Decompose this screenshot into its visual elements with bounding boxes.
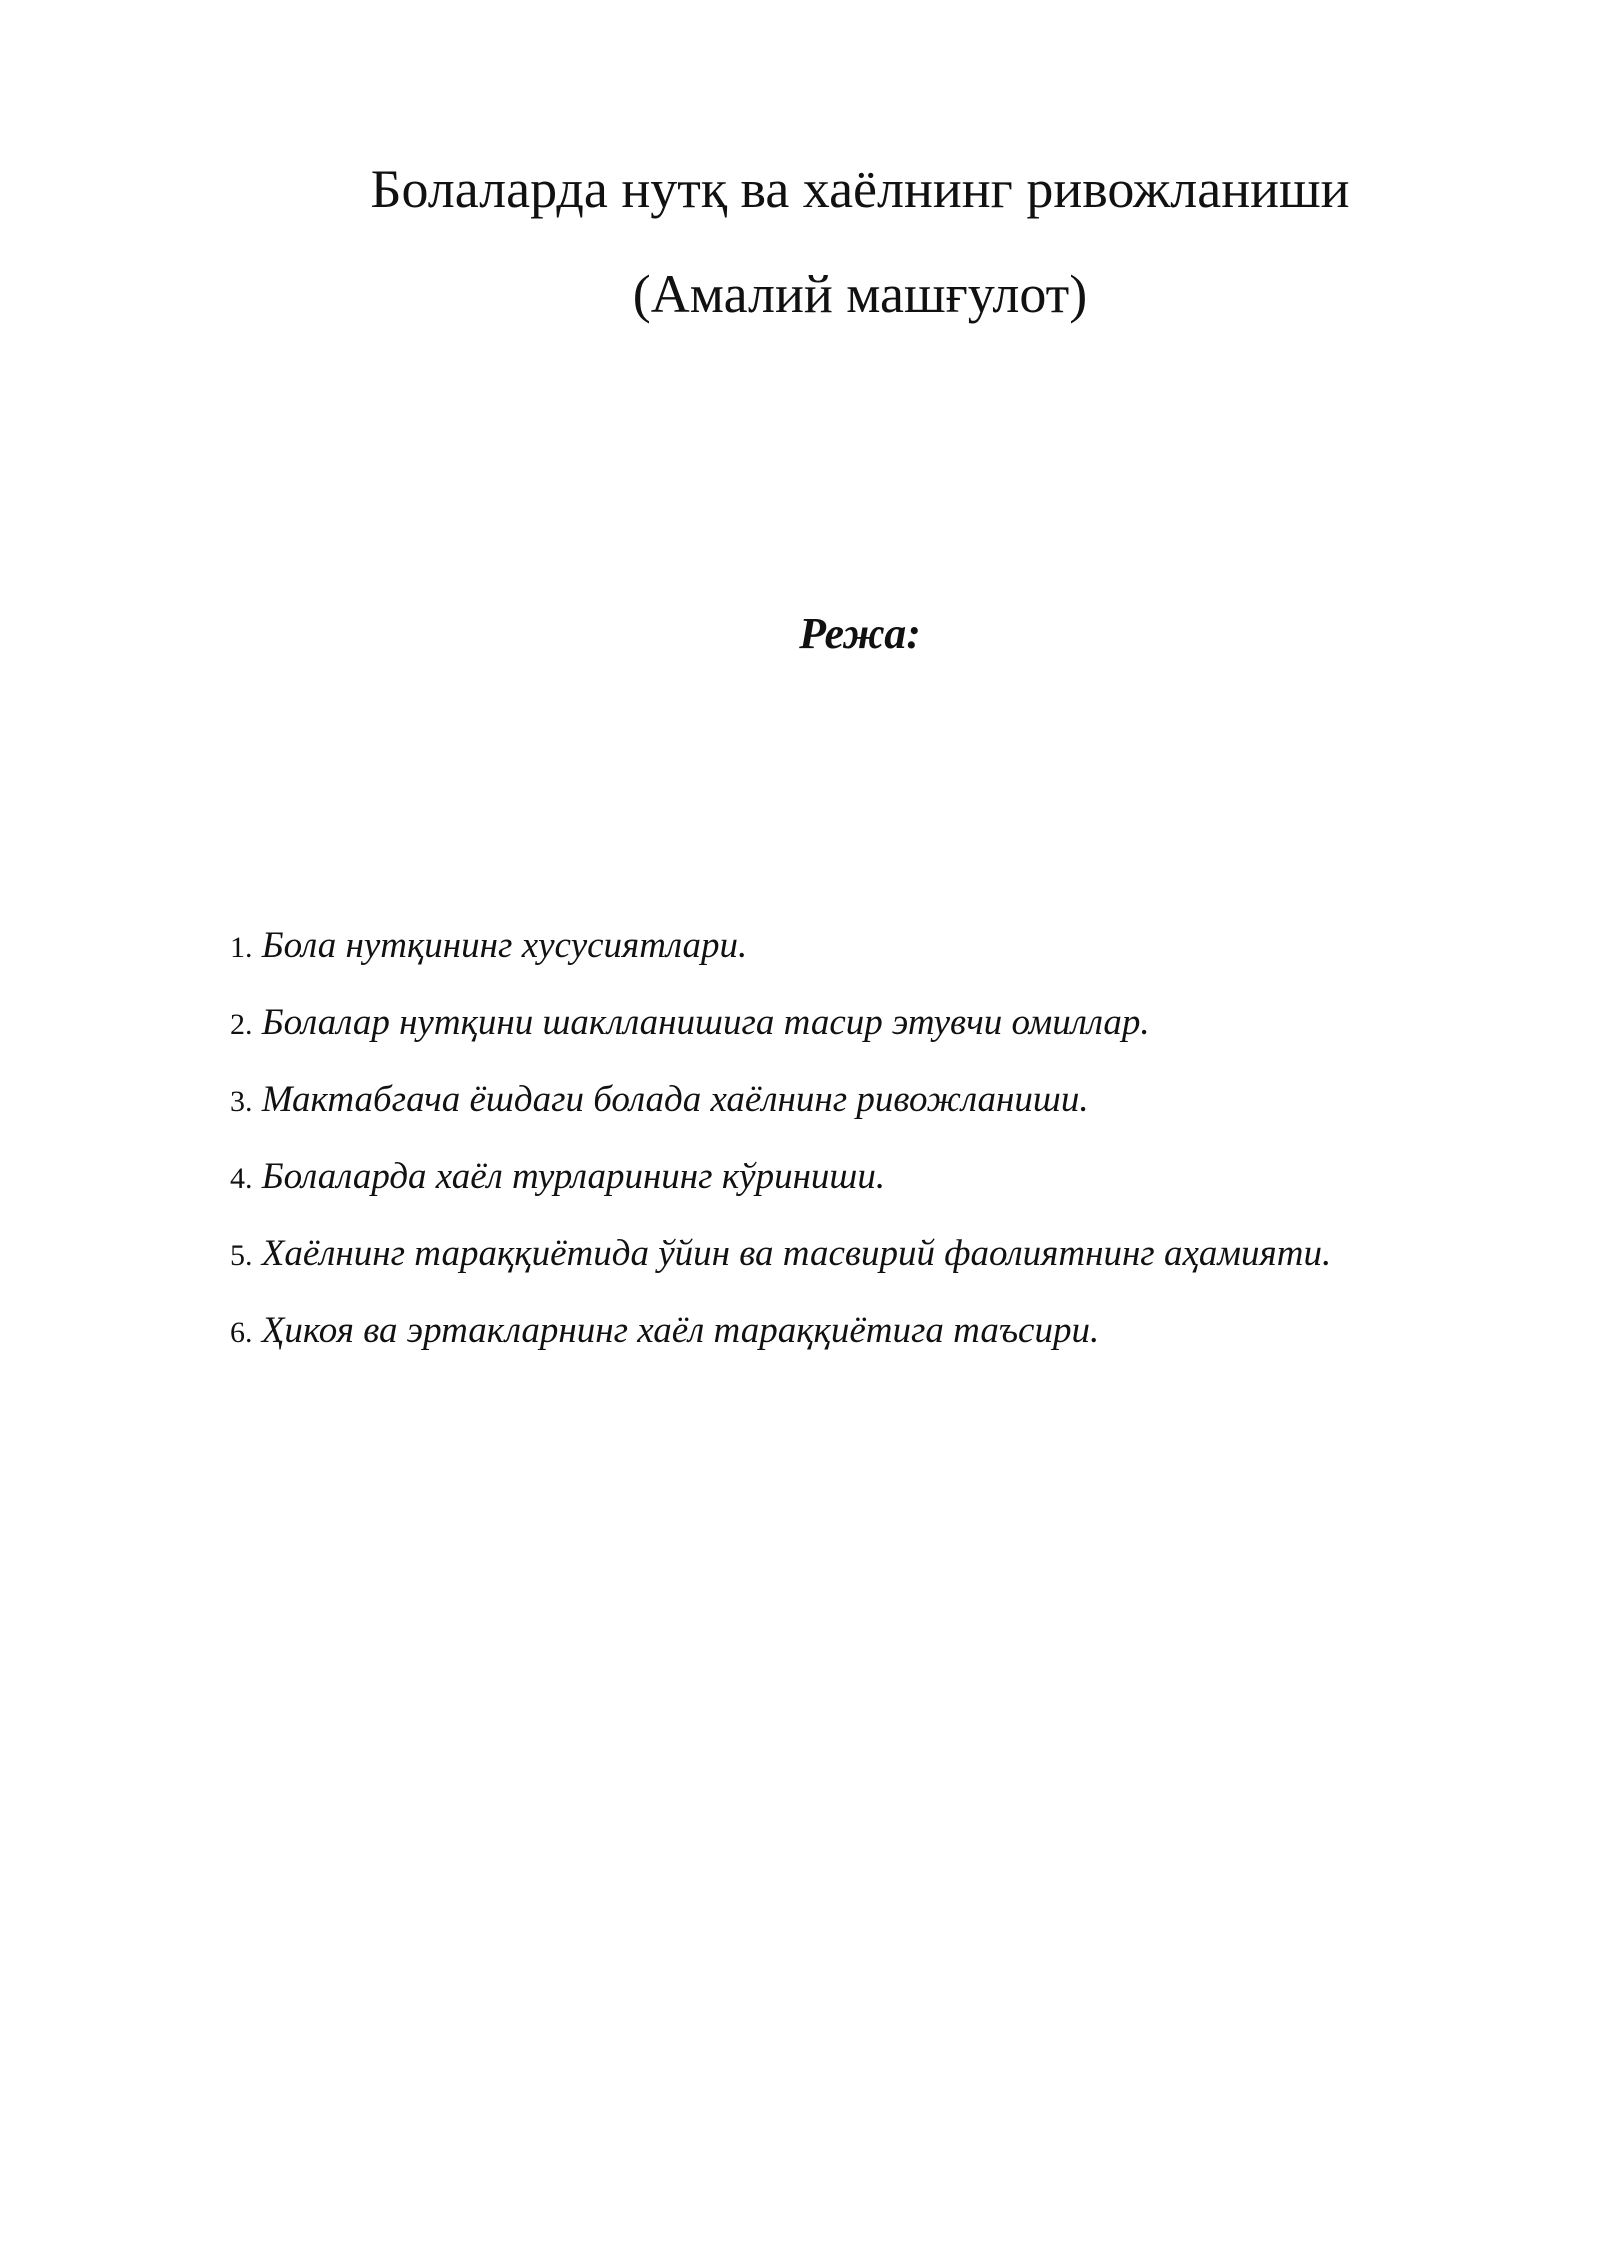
- plan-item-3: [230, 1062, 1380, 1139]
- plan-item-text: Болалар нутқини шаклланишига тасир этувчи омиллар.: [261, 1002, 1150, 1043]
- plan-item-text: Хаёлнинг тараққиётида ўйин ва тасвирий фаолиятнинг аҳамияти.: [261, 1233, 1332, 1274]
- plan-item-1: [230, 908, 1380, 985]
- plan-item-2: [230, 985, 1380, 1062]
- plan-heading: Режа:: [799, 609, 921, 658]
- plan-item-number: 2.: [230, 1008, 253, 1041]
- plan-item-text: Бола нутқининг хусусиятлари.: [261, 925, 748, 966]
- plan-list: [230, 908, 1380, 1370]
- plan-item-text: Ҳикоя ва эртакларнинг хаёл тараққиётига таъсири.: [261, 1310, 1100, 1351]
- plan-item-6: [230, 1293, 1380, 1370]
- plan-item-number: 4.: [230, 1162, 253, 1195]
- plan-item-number: 3.: [230, 1085, 253, 1118]
- plan-item-5: [230, 1216, 1380, 1293]
- plan-item-number: 1.: [230, 931, 253, 964]
- plan-item-4: [230, 1139, 1380, 1216]
- plan-item-text: Мактабгача ёшдаги болада хаёлнинг ривожланиши.: [261, 1079, 1089, 1120]
- document-subtitle: (Амалий машғулот): [632, 264, 1088, 324]
- document-title: Болаларда нутқ ва хаёлнинг ривожланиши: [370, 159, 1350, 219]
- plan-item-text: Болаларда хаёл турларининг кўриниши.: [261, 1156, 886, 1197]
- plan-item-number: 5.: [230, 1239, 253, 1272]
- plan-item-number: 6.: [230, 1316, 253, 1349]
